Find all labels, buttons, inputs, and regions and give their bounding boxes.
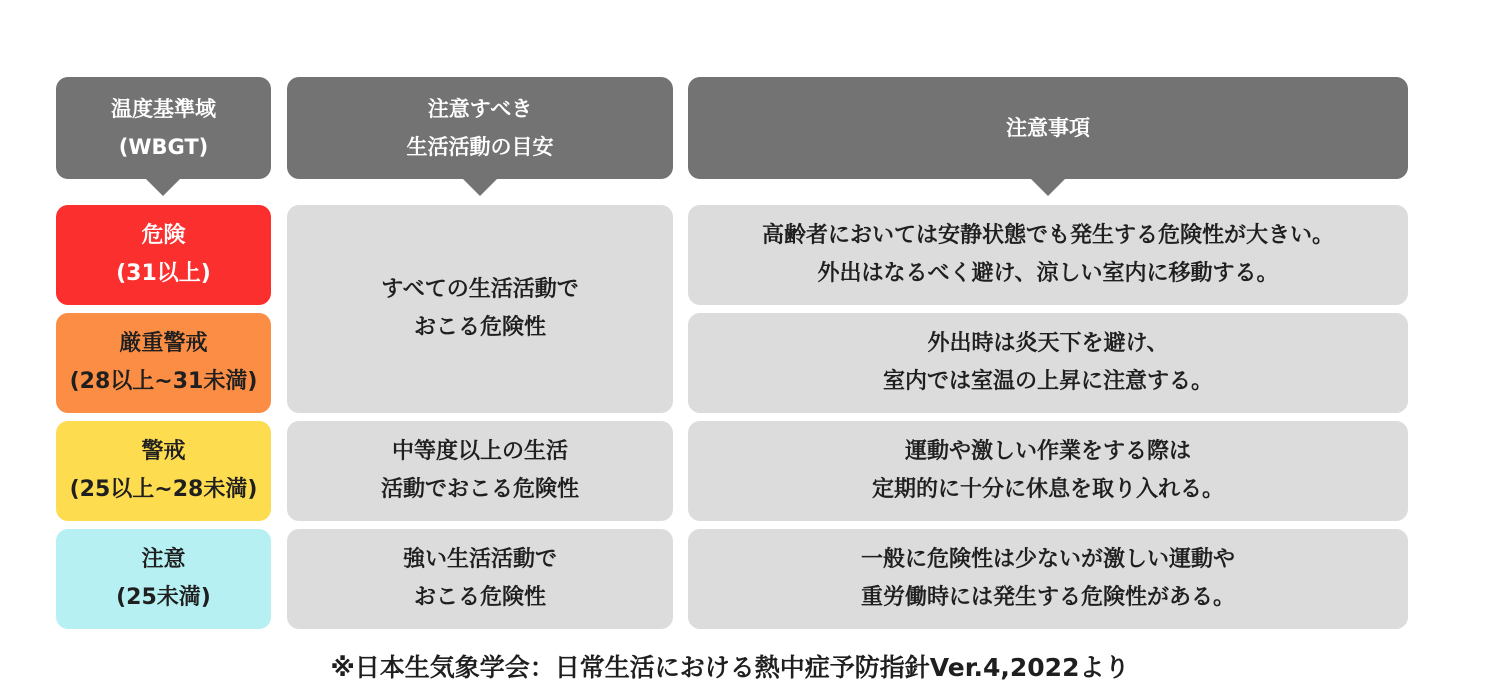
note-danger-line2: 外出はなるべく避け、涼しい室内に移動する。	[817, 261, 1279, 286]
note-severe-warning	[688, 313, 1408, 413]
activity-moderate-line2: 活動でおこる危険性	[380, 477, 579, 502]
activity-strong-line2: おこる危険性	[413, 585, 546, 610]
level-warning-name: 警戒	[141, 439, 186, 464]
header-activity-arrow	[462, 178, 498, 196]
activity-all-line1: すべての生活活動で	[381, 277, 579, 302]
level-warning	[56, 421, 271, 521]
header-wbgt-line2: (WBGT)	[118, 135, 209, 159]
level-severe-warning	[56, 313, 271, 413]
note-caution-line2: 重労働時には発生する危険性がある。	[860, 585, 1235, 610]
level-danger-range: (31以上)	[116, 261, 211, 286]
note-danger-line1: 高齢者においては安静状態でも発生する危険性が大きい。	[761, 223, 1334, 248]
header-wbgt-line1: 温度基準域	[111, 97, 216, 121]
activity-strong	[287, 529, 673, 629]
level-caution	[56, 529, 271, 629]
level-danger	[56, 205, 271, 305]
activity-moderate	[287, 421, 673, 521]
level-caution-range: (25未満)	[116, 585, 211, 610]
note-caution-line1: 一般に危険性は少ないが激しい運動や	[860, 547, 1235, 572]
level-severe-warning-range: (28以上~31未満)	[69, 369, 258, 394]
level-severe-warning-name: 厳重警戒	[119, 331, 208, 356]
note-severe-warning-line2: 室内では室温の上昇に注意する。	[882, 369, 1213, 394]
header-wbgt-arrow	[145, 178, 181, 196]
activity-strong-line1: 強い生活活動で	[402, 547, 557, 572]
note-warning-line2: 定期的に十分に休息を取り入れる。	[871, 477, 1224, 502]
activity-moderate-line1: 中等度以上の生活	[391, 439, 568, 464]
note-danger	[688, 205, 1408, 305]
note-severe-warning-line1: 外出時は炎天下を避け、	[927, 331, 1169, 356]
header-wbgt	[56, 77, 271, 179]
note-caution	[688, 529, 1408, 629]
level-danger-name: 危険	[141, 223, 186, 248]
note-warning	[688, 421, 1408, 521]
header-activity	[287, 77, 673, 179]
level-caution-name: 注意	[141, 547, 186, 572]
level-warning-range: (25以上~28未満)	[69, 477, 258, 502]
activity-all-line2: おこる危険性	[413, 315, 546, 340]
header-notes	[688, 77, 1408, 179]
source-footnote: ※日本生気象学会：日常生活における熱中症予防指針Ver.4,2022より	[330, 653, 1130, 682]
header-notes-arrow	[1030, 178, 1066, 196]
header-activity-line2: 生活活動の目安	[406, 135, 554, 159]
header-notes-line1: 注意事項	[1006, 116, 1090, 140]
activity-all	[287, 205, 673, 413]
header-activity-line1: 注意すべき	[427, 97, 533, 121]
note-warning-line1: 運動や激しい作業をする際は	[904, 439, 1191, 464]
